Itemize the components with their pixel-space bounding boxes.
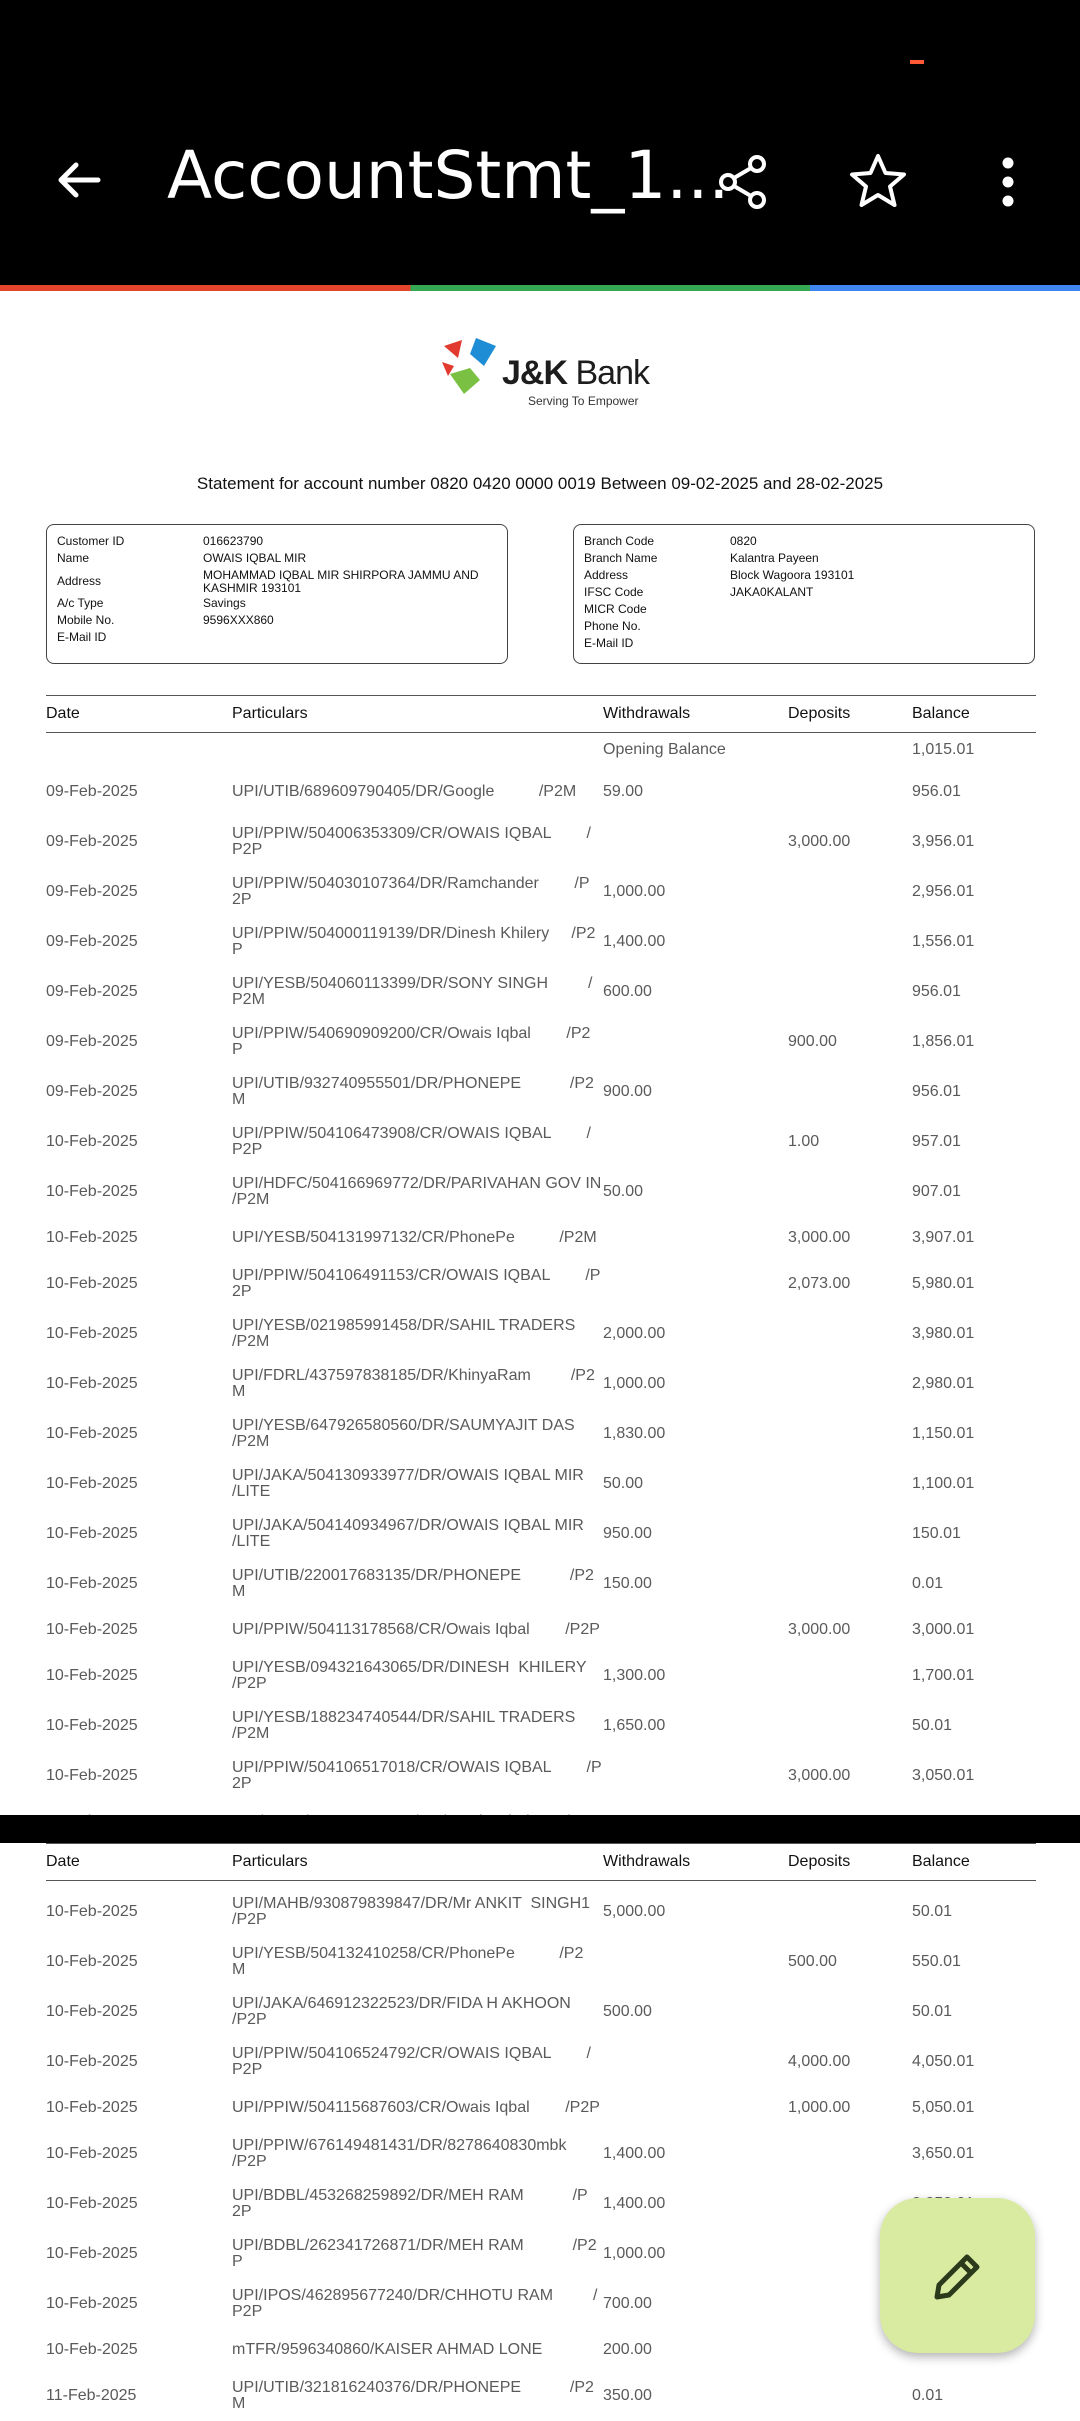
customer-field-value: MOHAMMAD IQBAL MIR SHIRPORA JAMMU AND KASHMIR 193101: [203, 568, 479, 595]
row-date: 09-Feb-2025: [46, 933, 138, 950]
row-deposit: 2,073.00: [788, 1275, 851, 1292]
logo-tagline: Serving To Empower: [528, 394, 639, 408]
row-particulars: UPI/UTIB/220017683135/DR/PHONEPE /P2 M: [232, 1567, 594, 1600]
row-date: 10-Feb-2025: [46, 1275, 138, 1292]
customer-field-label: Name: [57, 551, 90, 565]
row-balance: 50.01: [912, 1717, 953, 1734]
customer-field-row: [57, 629, 497, 646]
row-date: 10-Feb-2025: [46, 1621, 138, 1638]
row-balance: 1,700.01: [912, 1667, 975, 1684]
table-row: [46, 1117, 1036, 1167]
row-deposit: 3,000.00: [788, 1229, 851, 1246]
row-particulars: UPI/PPIW/504106473908/CR/OWAIS IQBAL / P2P: [232, 1125, 591, 1158]
row-balance: 2,980.01: [912, 1375, 975, 1392]
customer-field-value: 016623790: [203, 534, 264, 548]
row-date: 10-Feb-2025: [46, 1475, 138, 1492]
row-deposit: 1.00: [788, 1133, 820, 1150]
row-particulars: UPI/PPIW/504106517018/CR/OWAIS IQBAL /P 2P: [232, 1759, 602, 1792]
row-withdrawal: 600.00: [603, 983, 652, 1000]
row-date: 09-Feb-2025: [46, 883, 138, 900]
row-withdrawal: 1,400.00: [603, 933, 666, 950]
row-date: 09-Feb-2025: [46, 783, 138, 800]
row-deposit: 3,000.00: [788, 833, 851, 850]
customer-field-value: 9596XXX860: [203, 613, 274, 627]
row-particulars: UPI/PPIW/504106491153/CR/OWAIS IQBAL /P 2P: [232, 1267, 601, 1300]
table-row: [46, 2129, 1036, 2179]
row-balance: 1,100.01: [912, 1475, 975, 1492]
more-vert-icon[interactable]: [976, 150, 1040, 214]
table-header: [46, 695, 1036, 733]
document-page-1: [0, 291, 1080, 1815]
row-balance: 1,856.01: [912, 1033, 975, 1050]
row-particulars: UPI/YESB/504132410258/CR/PhonePe /P2 M: [232, 1945, 584, 1978]
header-deposits: Deposits: [788, 705, 851, 722]
row-date: 09-Feb-2025: [46, 1083, 138, 1100]
row-date: 10-Feb-2025: [46, 1375, 138, 1392]
row-particulars: UPI/BDBL/453268259892/DR/MEH RAM /P 2P: [232, 2187, 588, 2220]
header-particulars: Particulars: [232, 1853, 308, 1870]
branch-field-value: [730, 635, 1024, 652]
row-particulars: UPI/MAHB/930879839847/DR/Mr ANKIT SINGH1 /P2P: [232, 1895, 591, 1928]
row-deposit: 3,000.00: [788, 1767, 851, 1784]
customer-field-row: [57, 595, 497, 612]
row-balance: 956.01: [912, 983, 961, 1000]
row-withdrawal: 1,000.00: [603, 2245, 666, 2262]
edit-fab-button[interactable]: [880, 2198, 1035, 2353]
app-bar: [0, 0, 1080, 285]
row-withdrawal: 50.00: [603, 1475, 644, 1492]
row-balance: 907.01: [912, 1183, 961, 1200]
row-date: 10-Feb-2025: [46, 1425, 138, 1442]
row-date: 10-Feb-2025: [46, 2341, 138, 2358]
row-date: 10-Feb-2025: [46, 2145, 138, 2162]
row-particulars: UPI/YESB/021985991458/DR/SAHIL TRADERS /P2M: [232, 1317, 576, 1350]
row-particulars: UPI/FDRL/437597838185/DR/KhinyaRam /P2 M: [232, 1367, 595, 1400]
customer-field-value: [203, 629, 497, 646]
customer-field-value: Savings: [203, 596, 246, 610]
branch-field-row: [584, 601, 1024, 618]
table-row: [46, 2371, 1036, 2421]
row-deposit: 900.00: [788, 1033, 837, 1050]
row-date: 10-Feb-2025: [46, 1667, 138, 1684]
row-balance: 956.01: [912, 783, 961, 800]
row-balance: 1,556.01: [912, 933, 975, 950]
branch-field-row: [584, 567, 1024, 584]
header-withdrawals: Withdrawals: [603, 705, 691, 722]
row-particulars: UPI/YESB/504131997132/CR/PhonePe /P2M: [232, 1229, 597, 1246]
row-date: 10-Feb-2025: [46, 1767, 138, 1784]
table-row: [46, 1459, 1036, 1509]
branch-field-value: JAKA0KALANT: [730, 585, 814, 599]
branch-field-label: E-Mail ID: [584, 636, 634, 650]
row-balance: 550.01: [912, 1953, 961, 1970]
row-withdrawal: 1,650.00: [603, 1717, 666, 1734]
row-particulars: UPI/BDBL/262341726871/DR/MEH RAM /P2 P: [232, 2237, 597, 2270]
row-date: 10-Feb-2025: [46, 1133, 138, 1150]
star-icon[interactable]: [846, 150, 910, 214]
branch-field-label: Branch Name: [584, 551, 658, 565]
customer-field-label: Address: [57, 574, 102, 588]
header-deposits: Deposits: [788, 1853, 851, 1870]
row-date: 10-Feb-2025: [46, 2195, 138, 2212]
row-deposit: 1,000.00: [788, 2099, 851, 2116]
row-balance: 2,956.01: [912, 883, 975, 900]
row-particulars: UPI/PPIW/540690909200/CR/Owais Iqbal /P2 P: [232, 1025, 591, 1058]
table-row: [46, 867, 1036, 917]
row-particulars: UPI/JAKA/646912322523/DR/FIDA H AKHOON /P2P: [232, 1995, 571, 2028]
row-balance: 3,650.01: [912, 2145, 975, 2162]
header-particulars: Particulars: [232, 705, 308, 722]
branch-field-value: Kalantra Payeen: [730, 551, 819, 565]
table-row: [46, 1409, 1036, 1459]
row-date: 11-Feb-2025: [46, 2387, 137, 2404]
table-row: [46, 1217, 1036, 1259]
branch-field-value: 0820: [730, 534, 757, 548]
table-row: [46, 967, 1036, 1017]
row-balance: 0.01: [912, 1575, 944, 1592]
status-indicator: [910, 60, 924, 64]
table-row: [46, 2087, 1036, 2129]
customer-field-row: [57, 567, 497, 595]
branch-field-row: [584, 550, 1024, 567]
row-particulars: UPI/JAKA/504140934967/DR/OWAIS IQBAL MIR /LITE: [232, 1517, 584, 1550]
row-withdrawal: 59.00: [603, 783, 644, 800]
row-particulars: UPI/JAKA/504130933977/DR/OWAIS IQBAL MIR /LITE: [232, 1467, 584, 1500]
table-row: [46, 1609, 1036, 1651]
row-date: 10-Feb-2025: [46, 1903, 138, 1920]
customer-field-label: Mobile No.: [57, 613, 115, 627]
transactions-list-page-1: [46, 733, 1036, 1843]
row-particulars: UPI/UTIB/932740955501/DR/PHONEPE /P2 M: [232, 1075, 594, 1108]
table-row: [46, 917, 1036, 967]
branch-field-row: [584, 533, 1024, 550]
row-date: 09-Feb-2025: [46, 833, 138, 850]
row-balance: 3,050.01: [912, 1767, 975, 1784]
row-withdrawal: 1,400.00: [603, 2195, 666, 2212]
branch-field-label: Branch Code: [584, 534, 655, 548]
row-particulars: UPI/PPIW/504000119139/DR/Dinesh Khilery /P2 P: [232, 925, 596, 958]
logo-wordmark: J&K Bank: [502, 354, 649, 392]
row-particulars: UPI/PPIW/676149481431/DR/8278640830mbk /P2P: [232, 2137, 567, 2170]
row-particulars: UPI/HDFC/504166969772/DR/PARIVAHAN GOV IN /P2M: [232, 1175, 602, 1208]
row-balance: 3,000.01: [912, 1621, 975, 1638]
branch-field-row: [584, 618, 1024, 635]
row-withdrawal: 200.00: [603, 2341, 652, 2358]
row-particulars: UPI/PPIW/504115687603/CR/Owais Iqbal /P2P: [232, 2099, 600, 2116]
table-row: [46, 1651, 1036, 1701]
branch-field-label: Address: [584, 568, 629, 582]
page-separator: [0, 1815, 1080, 1843]
customer-field-value: OWAIS IQBAL MIR: [203, 551, 307, 565]
row-withdrawal: 350.00: [603, 2387, 652, 2404]
table-row: [46, 1701, 1036, 1751]
row-date: 10-Feb-2025: [46, 1229, 138, 1246]
back-arrow-icon[interactable]: [48, 150, 108, 210]
row-balance: 5,050.01: [912, 2099, 975, 2116]
row-date: 10-Feb-2025: [46, 1953, 138, 1970]
row-particulars: UPI/PPIW/504006353309/CR/OWAIS IQBAL / P2P: [232, 825, 591, 858]
row-date: 10-Feb-2025: [46, 1575, 138, 1592]
table-row: [46, 1067, 1036, 1117]
row-date: 10-Feb-2025: [46, 1183, 138, 1200]
customer-info-box: [46, 524, 508, 664]
table-row: [46, 1509, 1036, 1559]
table-row: [46, 1887, 1036, 1937]
table-row: [46, 2037, 1036, 2087]
row-date: 10-Feb-2025: [46, 1325, 138, 1342]
row-balance: 3,956.01: [912, 833, 975, 850]
row-balance: 956.01: [912, 1083, 961, 1100]
table-row: [46, 1751, 1036, 1801]
row-balance: 0.01: [912, 2387, 944, 2404]
header-date: Date: [46, 1853, 80, 1870]
header-balance: Balance: [912, 705, 970, 722]
table-row: [46, 1167, 1036, 1217]
row-particulars: UPI/YESB/188234740544/DR/SAHIL TRADERS /P2M: [232, 1709, 576, 1742]
row-particulars: UPI/PPIW/504106524792/CR/OWAIS IQBAL / P2P: [232, 2045, 591, 2078]
table-row: [46, 1937, 1036, 1987]
branch-field-value: Block Wagoora 193101: [730, 568, 855, 582]
edit-pencil-icon: [927, 2245, 989, 2307]
customer-field-label: A/c Type: [57, 596, 104, 610]
header-withdrawals: Withdrawals: [603, 1853, 691, 1870]
table-row: [46, 1017, 1036, 1067]
row-date: 10-Feb-2025: [46, 2295, 138, 2312]
row-date: 10-Feb-2025: [46, 2099, 138, 2116]
row-deposit: 3,000.00: [788, 1621, 851, 1638]
row-date: 09-Feb-2025: [46, 983, 138, 1000]
row-particulars: UPI/IPOS/462895677240/DR/CHHOTU RAM / P2P: [232, 2287, 598, 2320]
row-withdrawal: 1,000.00: [603, 1375, 666, 1392]
row-deposit: 500.00: [788, 1953, 837, 1970]
row-particulars: UPI/YESB/094321643065/DR/DINESH KHILERY /P2P: [232, 1659, 587, 1692]
row-withdrawal: 900.00: [603, 1083, 652, 1100]
row-balance: 150.01: [912, 1525, 961, 1542]
row-withdrawal: 2,000.00: [603, 1325, 666, 1342]
row-deposit: 4,000.00: [788, 2053, 851, 2070]
table-row: [46, 1259, 1036, 1309]
row-balance: 50.01: [912, 1903, 953, 1920]
row-balance: 50.01: [912, 2003, 953, 2020]
row-date: 10-Feb-2025: [46, 1717, 138, 1734]
row-balance: 5,980.01: [912, 1275, 975, 1292]
row-withdrawal: 1,830.00: [603, 1425, 666, 1442]
branch-field-value: [730, 601, 1024, 618]
table-row: [46, 1559, 1036, 1609]
statement-title: Statement for account number 0820 0420 0000 0019 Between 09-02-2025 and 28-02-2025: [196, 474, 884, 493]
opening-balance-row: [46, 733, 1036, 767]
branch-field-row: [584, 635, 1024, 652]
row-withdrawal: 5,000.00: [603, 1903, 666, 1920]
row-balance: 4,050.01: [912, 2053, 975, 2070]
row-date: 10-Feb-2025: [46, 2003, 138, 2020]
branch-field-value: [730, 618, 1024, 635]
document-title: AccountStmt_1...: [167, 137, 730, 214]
table-row: [46, 1359, 1036, 1409]
customer-field-label: E-Mail ID: [57, 630, 107, 644]
row-balance: 3,980.01: [912, 1325, 975, 1342]
row-date: 10-Feb-2025: [46, 2053, 138, 2070]
share-icon[interactable]: [712, 150, 776, 214]
row-balance: 3,907.01: [912, 1229, 975, 1246]
row-date: 10-Feb-2025: [46, 1525, 138, 1542]
row-withdrawal: 700.00: [603, 2295, 652, 2312]
row-withdrawal: 1,400.00: [603, 2145, 666, 2162]
row-withdrawal: 1,300.00: [603, 1667, 666, 1684]
row-particulars: UPI/UTIB/689609790405/DR/Google /P2M: [232, 783, 577, 800]
row-particulars: UPI/UTIB/321816240376/DR/PHONEPE /P2 M: [232, 2379, 594, 2412]
row-withdrawal: 500.00: [603, 2003, 652, 2020]
table-row: [46, 1309, 1036, 1359]
transactions-list-page-2: [46, 1887, 1036, 2421]
row-particulars: UPI/YESB/647926580560/DR/SAUMYAJIT DAS /P2M: [232, 1417, 575, 1450]
row-balance: 1,150.01: [912, 1425, 975, 1442]
header-date: Date: [46, 705, 80, 722]
branch-field-label: MICR Code: [584, 602, 647, 616]
row-withdrawal: 50.00: [603, 1183, 644, 1200]
customer-field-row: [57, 612, 497, 629]
table-row: [46, 817, 1036, 867]
table-row: [46, 767, 1036, 817]
bank-logo: [440, 336, 650, 411]
row-particulars: UPI/PPIW/504113178568/CR/Owais Iqbal /P2P: [232, 1621, 600, 1638]
row-date: 10-Feb-2025: [46, 2245, 138, 2262]
row-withdrawal: 1,000.00: [603, 883, 666, 900]
header-balance: Balance: [912, 1853, 970, 1870]
customer-field-label: Customer ID: [57, 534, 125, 548]
row-particulars: mTFR/9596340860/KAISER AHMAD LONE: [232, 2341, 543, 2358]
branch-field-label: IFSC Code: [584, 585, 644, 599]
branch-field-row: [584, 584, 1024, 601]
row-withdrawal: 950.00: [603, 1525, 652, 1542]
customer-field-row: [57, 550, 497, 567]
row-date: 09-Feb-2025: [46, 1033, 138, 1050]
customer-field-row: [57, 533, 497, 550]
row-particulars: UPI/YESB/504060113399/DR/SONY SINGH / P2M: [232, 975, 593, 1008]
row-particulars: UPI/PPIW/504030107364/DR/Ramchander /P 2P: [232, 875, 590, 908]
branch-field-label: Phone No.: [584, 619, 641, 633]
opening-balance-value: 1,015.01: [912, 741, 975, 758]
opening-balance-label: Opening Balance: [603, 741, 726, 758]
table-header: [46, 1843, 1036, 1881]
branch-info-box: [573, 524, 1035, 664]
table-row: [46, 1987, 1036, 2037]
row-balance: 957.01: [912, 1133, 961, 1150]
row-withdrawal: 150.00: [603, 1575, 652, 1592]
